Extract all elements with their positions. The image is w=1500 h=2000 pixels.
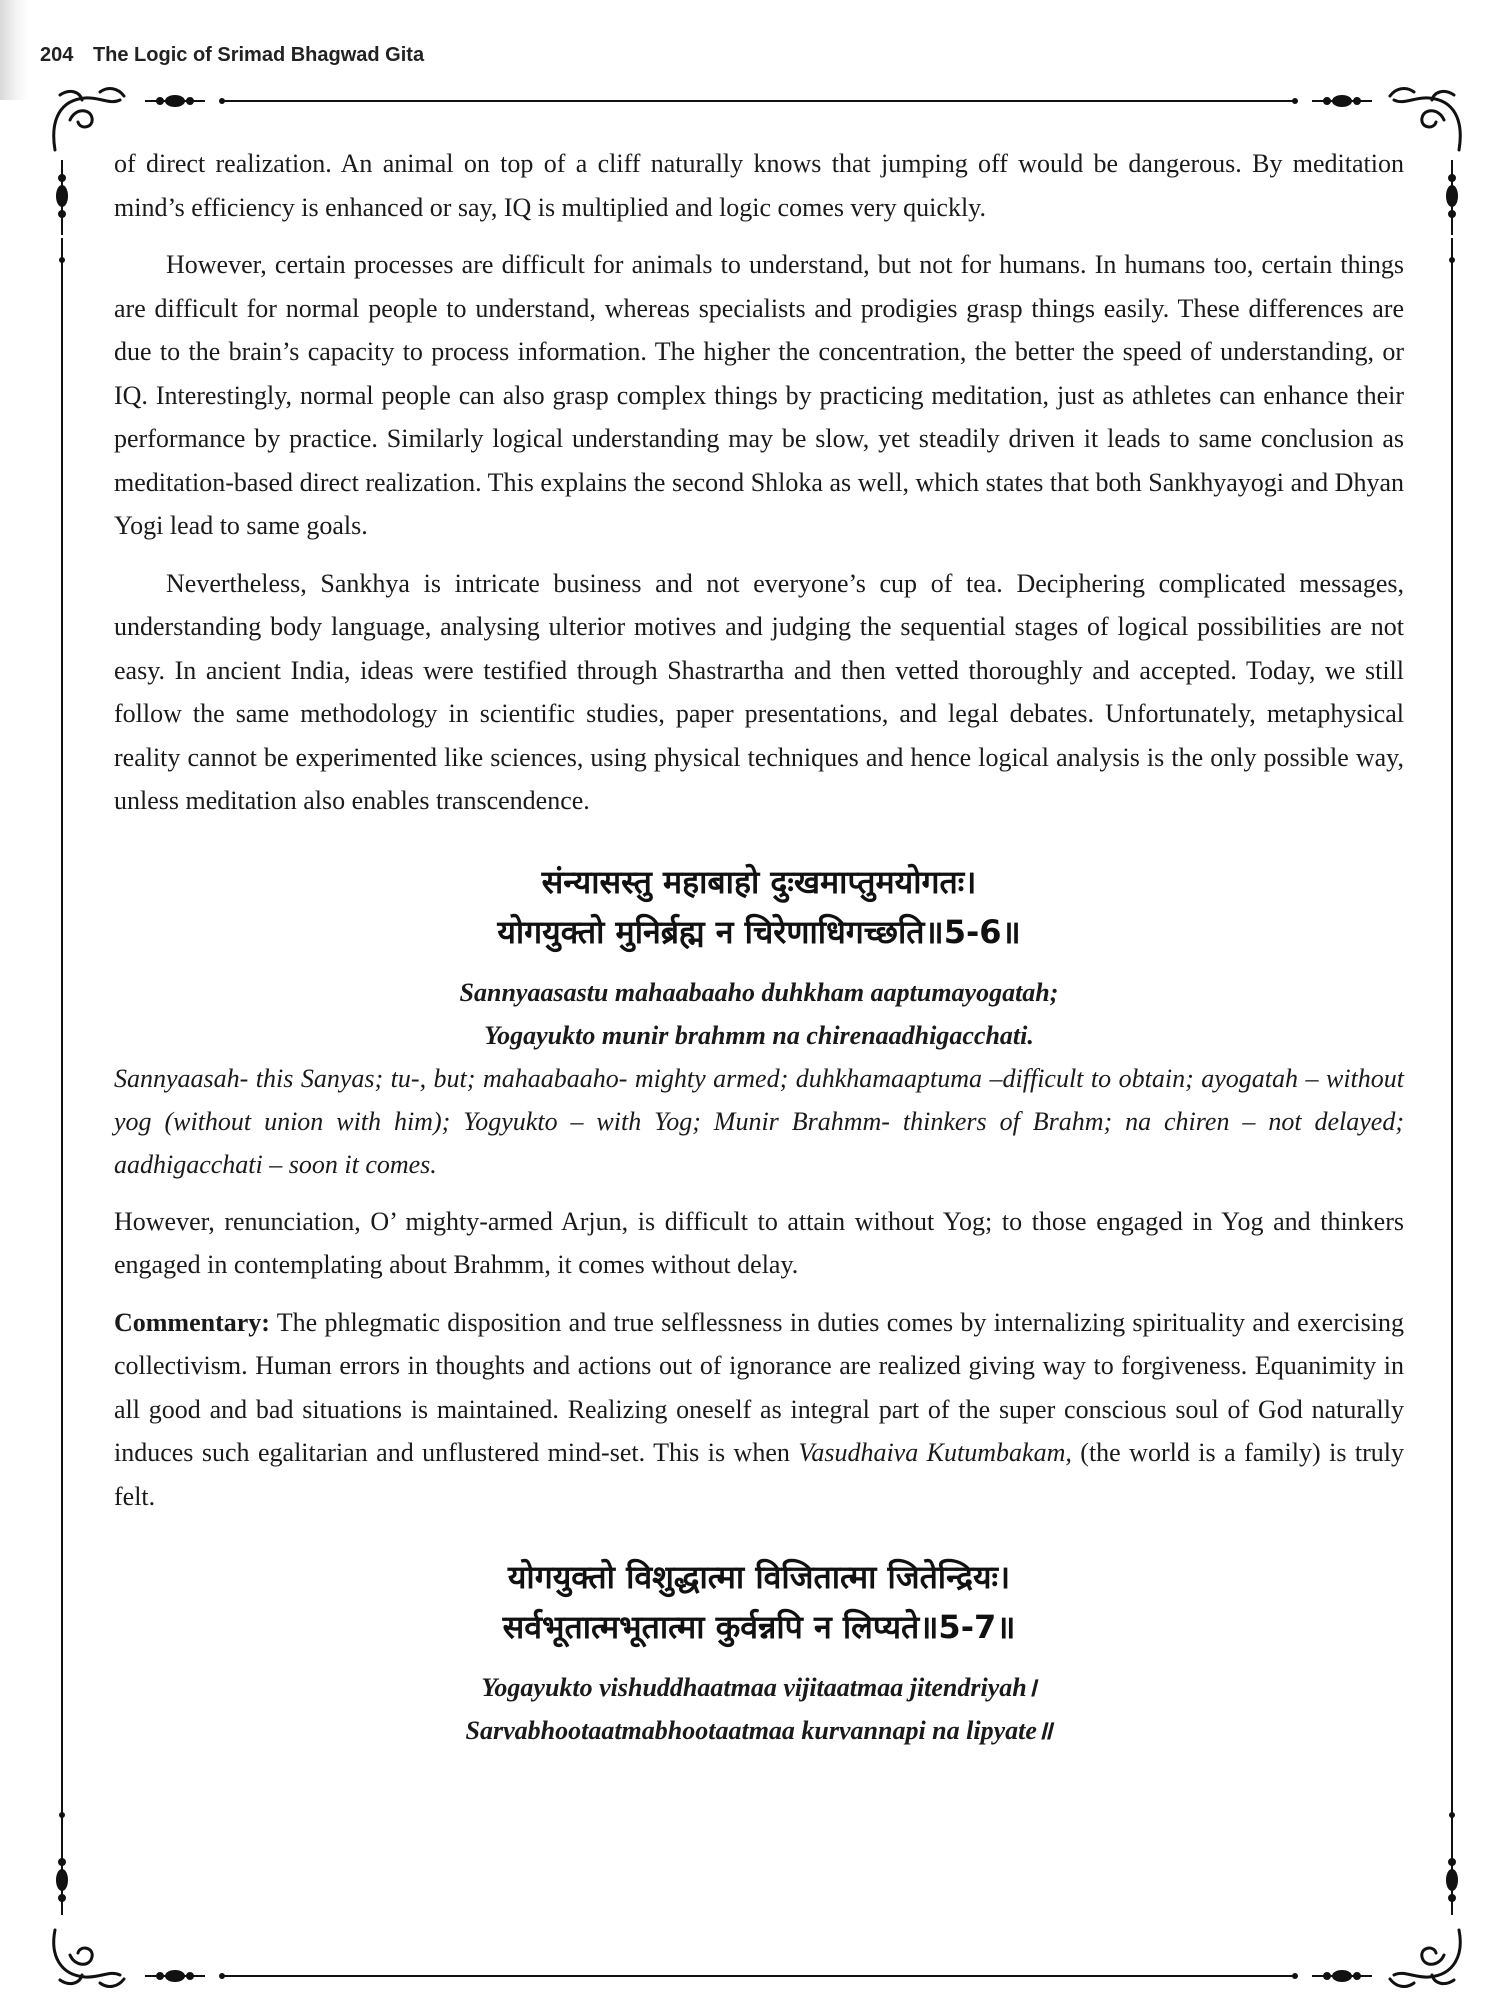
paragraph-sankhya: Nevertheless, Sankhya is intricate business and not everyone’s cup of tea. Deciphering complicated messages, understanding body language, analysing ulterior motives and judging the sequential stages of logical possibilities are not easy. In ancient India, ideas were testified through Shastrartha and then vetted thoroughly and accepted. Today, we still follow the same methodology in scientific studies, paper presentations, and legal debates. Unfortunately, metaphysical reality cannot be experimented like sciences, using physical techniques and hence logical analysis is the only possible way, unless meditation also enables transcendence. — [114, 568, 1404, 815]
shloka-5-6-devanagari — [114, 857, 1404, 957]
shloka-5-6-translation: However, renunciation, O’ mighty-armed Arjun, is difficult to attain without Yog; to those engaged in Yog and thinkers engaged in contemplating about Brahmm, it comes without delay. — [114, 1206, 1404, 1279]
shloka-5-7-line-2: सर्वभूतात्मभूतात्मा कुर्वन्नपि न लिप्यते॥5-7॥ — [502, 1608, 1016, 1646]
book-title: The Logic of Srimad Bhagwad Gita — [92, 44, 425, 66]
shloka-5-6-translit-line-1: Sannyaasastu mahaabaaho duhkham aaptumayogatah; — [459, 977, 1059, 1007]
shloka-5-6-transliteration — [114, 971, 1404, 1057]
commentary-text: The phlegmatic disposition and true selflessness in duties comes by internalizing spirituality and exercising collectivism. Human errors in thoughts and actions out of ignorance are realized giving way to forgiveness. Equanimity in all good and bad situations is maintained. Realizing oneself as integral part of the super conscious soul of God naturally induces such egalitarian and unflustered mind-set. This is when — [114, 1307, 1404, 1467]
shloka-5-6-line-1: संन्यासस्तु महाबाहो दुःखमाप्तुमयोगतः। — [541, 862, 977, 901]
shloka-5-7-translit-line-1: Yogayukto vishuddhaatmaa vijitaatmaa jitendriyah। — [481, 1673, 1037, 1702]
shloka-5-7-line-1: योगयुक्तो विशुद्धात्मा विजितात्मा जितेन्द्रियः। — [507, 1558, 1011, 1596]
shloka-5-6-translit-line-2: Yogayukto munir brahmm na chirenaadhigacchati. — [484, 1020, 1034, 1050]
shloka-5-6-line-2: योगयुक्तो मुनिर्ब्रह्म न चिरेणाधिगच्छति॥5-6॥ — [497, 912, 1021, 951]
page-number: 204 — [40, 44, 74, 66]
commentary-paragraph — [114, 1301, 1404, 1519]
page-body — [114, 142, 1404, 1752]
shloka-5-7-transliteration — [114, 1666, 1404, 1752]
shloka-5-7-translit-line-2: Sarvabhootaatmabhootaatmaa kurvannapi na lipyate॥ — [465, 1716, 1053, 1745]
paragraph-processes: However, certain processes are difficult for animals to understand, but not for humans. In humans too, certain things are difficult for normal people to understand, whereas specialists and prodigies grasp things easily. These differences are due to the brain’s capacity to process information. The higher the concentration, the better the speed of understanding, or IQ. Interestingly, normal people can also grasp complex things by practicing meditation, just as athletes can enhance their performance by practice. Similarly logical understanding may be slow, yet steadily driven it leads to same conclusion as meditation-based direct realization. This explains the second Shloka as well, which states that both Sankhyayogi and Dhyan Yogi lead to same goals. — [114, 250, 1404, 540]
shloka-5-6-word-meaning: Sannyaasah- this Sanyas; tu-, but; mahaabaaho- mighty armed; duhkhamaaptuma –difficult to obtain; ayogatah – without yog (without union with him); Yogyukto – with Yog; Munir Brahmm- thinkers of Brahm; na chiren – not delayed; aadhigacchati – soon it comes. — [114, 1063, 1404, 1179]
commentary-italic-term: Vasudhaiva Kutumbakam, — [798, 1438, 1072, 1467]
paragraph-continuation: of direct realization. An animal on top of a cliff naturally knows that jumping off would be dangerous. By meditation mind’s efficiency is enhanced or say, IQ is multiplied and logic comes very quickly. — [114, 149, 1404, 222]
commentary-label: Commentary: — [114, 1307, 270, 1337]
commentary-text-end: (the world is a family) is truly felt. — [114, 1438, 1404, 1511]
shloka-5-7-devanagari — [114, 1552, 1404, 1652]
